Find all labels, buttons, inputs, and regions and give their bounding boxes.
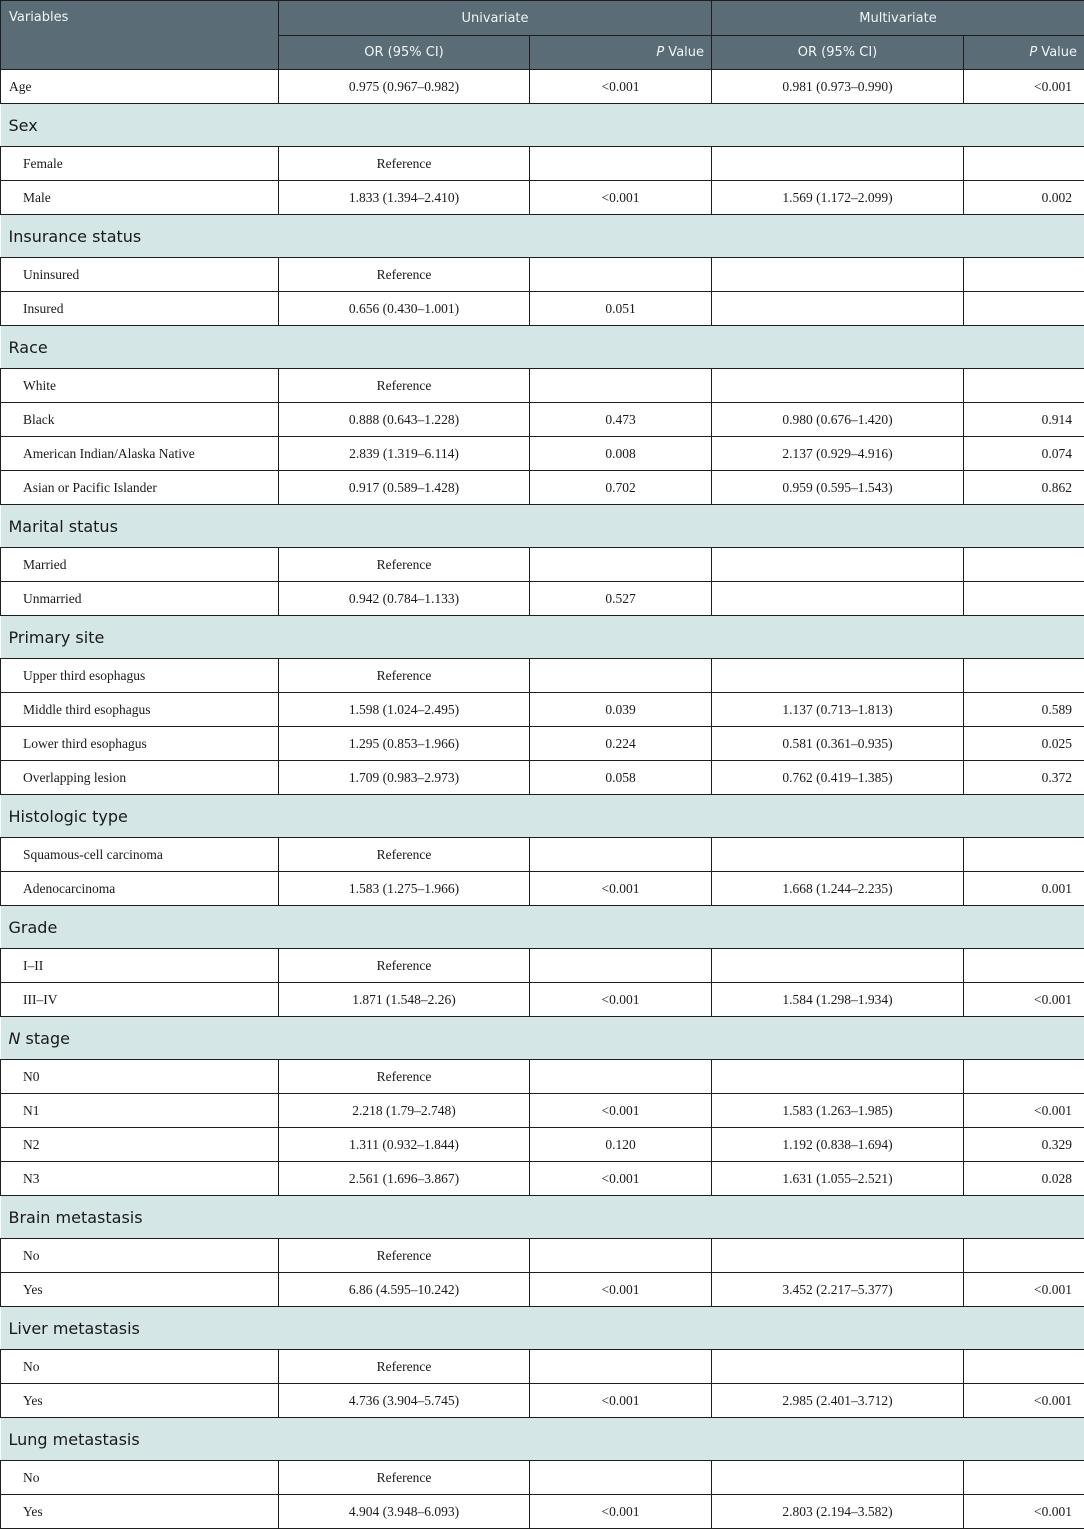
univariate-or: 1.709 (0.983–2.973) [279, 761, 530, 795]
univariate-p: 0.120 [530, 1128, 712, 1162]
multivariate-p [964, 1461, 1084, 1495]
table-row [1, 872, 1084, 906]
category-title-text: stage [20, 1029, 70, 1048]
row-label: Lower third esophagus [1, 727, 279, 761]
category-row [1, 215, 1084, 258]
row-label: Black [1, 403, 279, 437]
table-row [1, 1162, 1084, 1196]
row-label: Upper third esophagus [1, 659, 279, 693]
univariate-or: 4.736 (3.904–5.745) [279, 1384, 530, 1418]
multivariate-or [712, 147, 964, 181]
category-title-text: Marital status [9, 517, 118, 536]
multivariate-or: 3.452 (2.217–5.377) [712, 1273, 964, 1307]
multivariate-or [712, 1461, 964, 1495]
row-label: White [1, 369, 279, 403]
row-label: No [1, 1461, 279, 1495]
category-title [1, 215, 1084, 258]
univariate-p: 0.702 [530, 471, 712, 505]
row-label: Overlapping lesion [1, 761, 279, 795]
table-row [1, 1128, 1084, 1162]
univariate-or: 0.942 (0.784–1.133) [279, 582, 530, 616]
univariate-p [530, 1239, 712, 1273]
row-label: Uninsured [1, 258, 279, 292]
univariate-header: Univariate [279, 1, 712, 36]
table-row [1, 1273, 1084, 1307]
multivariate-p: 0.025 [964, 727, 1084, 761]
univariate-p: <0.001 [530, 70, 712, 104]
table-row [1, 437, 1084, 471]
category-title [1, 1196, 1084, 1239]
category-title [1, 1017, 1084, 1060]
multivariate-or: 1.584 (1.298–1.934) [712, 983, 964, 1017]
univariate-p: 0.527 [530, 582, 712, 616]
category-title-italic: N [9, 1029, 21, 1048]
univariate-p: <0.001 [530, 1162, 712, 1196]
univariate-or: 2.839 (1.319–6.114) [279, 437, 530, 471]
multivariate-or: 2.137 (0.929–4.916) [712, 437, 964, 471]
table-row [1, 181, 1084, 215]
table-row [1, 1094, 1084, 1128]
univariate-or: 1.833 (1.394–2.410) [279, 181, 530, 215]
univariate-or: 1.871 (1.548–2.26) [279, 983, 530, 1017]
table-row [1, 1384, 1084, 1418]
multivariate-p [964, 147, 1084, 181]
multivariate-or: 1.137 (0.713–1.813) [712, 693, 964, 727]
category-title-text: Liver metastasis [9, 1319, 140, 1338]
row-label: Middle third esophagus [1, 693, 279, 727]
table-row [1, 548, 1084, 582]
multivariate-p: 0.372 [964, 761, 1084, 795]
multivariate-or: 0.959 (0.595–1.543) [712, 471, 964, 505]
category-title [1, 1418, 1084, 1461]
table-body [1, 70, 1084, 1529]
univariate-or: 0.888 (0.643–1.228) [279, 403, 530, 437]
category-title [1, 906, 1084, 949]
multivariate-or [712, 258, 964, 292]
category-row [1, 1196, 1084, 1239]
category-title-text: Insurance status [9, 227, 142, 246]
table-row [1, 369, 1084, 403]
row-label: Male [1, 181, 279, 215]
univariate-or: 0.656 (0.430–1.001) [279, 292, 530, 326]
table-row [1, 1495, 1084, 1529]
p-value-suffix: Value [1037, 45, 1077, 60]
category-title [1, 104, 1084, 147]
univariate-or: Reference [279, 147, 530, 181]
univariate-or-header: OR (95% CI) [279, 36, 530, 70]
univariate-p [530, 1461, 712, 1495]
table-row [1, 403, 1084, 437]
multivariate-p: <0.001 [964, 1495, 1084, 1529]
univariate-or: Reference [279, 548, 530, 582]
multivariate-p: <0.001 [964, 1094, 1084, 1128]
row-label: N1 [1, 1094, 279, 1128]
univariate-p [530, 1350, 712, 1384]
multivariate-p: 0.914 [964, 403, 1084, 437]
multivariate-or [712, 548, 964, 582]
category-row [1, 906, 1084, 949]
p-letter: P [656, 45, 664, 60]
univariate-p: <0.001 [530, 983, 712, 1017]
univariate-p [530, 258, 712, 292]
category-row [1, 1418, 1084, 1461]
table-row [1, 471, 1084, 505]
category-title-text: Histologic type [9, 807, 128, 826]
multivariate-header: Multivariate [712, 1, 1084, 36]
table-row [1, 761, 1084, 795]
univariate-or: 0.975 (0.967–0.982) [279, 70, 530, 104]
table-row [1, 582, 1084, 616]
univariate-or: 1.295 (0.853–1.966) [279, 727, 530, 761]
p-value-suffix: Value [664, 45, 704, 60]
multivariate-or: 0.762 (0.419–1.385) [712, 761, 964, 795]
multivariate-or: 1.668 (1.244–2.235) [712, 872, 964, 906]
univariate-or: 1.311 (0.932–1.844) [279, 1128, 530, 1162]
multivariate-or: 1.631 (1.055–2.521) [712, 1162, 964, 1196]
multivariate-or: 0.581 (0.361–0.935) [712, 727, 964, 761]
univariate-p [530, 147, 712, 181]
multivariate-p: 0.002 [964, 181, 1084, 215]
category-row [1, 505, 1084, 548]
univariate-p-header [530, 36, 712, 70]
table-row [1, 1461, 1084, 1495]
multivariate-or [712, 1350, 964, 1384]
multivariate-p-header [964, 36, 1084, 70]
row-label: Adenocarcinoma [1, 872, 279, 906]
row-label: Squamous-cell carcinoma [1, 838, 279, 872]
multivariate-or: 0.980 (0.676–1.420) [712, 403, 964, 437]
multivariate-p: 0.589 [964, 693, 1084, 727]
multivariate-or: 1.583 (1.263–1.985) [712, 1094, 964, 1128]
univariate-p: 0.058 [530, 761, 712, 795]
multivariate-p: 0.074 [964, 437, 1084, 471]
multivariate-p [964, 1350, 1084, 1384]
multivariate-p [964, 949, 1084, 983]
univariate-p [530, 548, 712, 582]
multivariate-or [712, 838, 964, 872]
univariate-or: 2.218 (1.79–2.748) [279, 1094, 530, 1128]
row-label: N3 [1, 1162, 279, 1196]
row-label: Female [1, 147, 279, 181]
multivariate-p: <0.001 [964, 1384, 1084, 1418]
multivariate-or [712, 1239, 964, 1273]
multivariate-or: 1.569 (1.172–2.099) [712, 181, 964, 215]
univariate-or: Reference [279, 369, 530, 403]
row-label: Yes [1, 1273, 279, 1307]
univariate-or: 0.917 (0.589–1.428) [279, 471, 530, 505]
univariate-or: Reference [279, 1060, 530, 1094]
multivariate-p [964, 292, 1084, 326]
row-label: I–II [1, 949, 279, 983]
univariate-or: 2.561 (1.696–3.867) [279, 1162, 530, 1196]
univariate-p [530, 369, 712, 403]
univariate-p: 0.051 [530, 292, 712, 326]
univariate-p: 0.473 [530, 403, 712, 437]
category-row [1, 1017, 1084, 1060]
multivariate-p [964, 548, 1084, 582]
multivariate-p: <0.001 [964, 70, 1084, 104]
category-title-text: Grade [9, 918, 58, 937]
category-row [1, 104, 1084, 147]
univariate-p: 0.008 [530, 437, 712, 471]
multivariate-p: <0.001 [964, 983, 1084, 1017]
univariate-p [530, 949, 712, 983]
multivariate-p [964, 1060, 1084, 1094]
table-row [1, 983, 1084, 1017]
multivariate-p [964, 369, 1084, 403]
table-row [1, 659, 1084, 693]
category-title [1, 326, 1084, 369]
row-label: American Indian/Alaska Native [1, 437, 279, 471]
multivariate-p: <0.001 [964, 1273, 1084, 1307]
row-label: No [1, 1350, 279, 1384]
univariate-p: 0.039 [530, 693, 712, 727]
univariate-p: 0.224 [530, 727, 712, 761]
category-row [1, 326, 1084, 369]
category-title [1, 616, 1084, 659]
category-title-text: Sex [9, 116, 38, 135]
table-row [1, 147, 1084, 181]
univariate-p: <0.001 [530, 1273, 712, 1307]
multivariate-or [712, 1060, 964, 1094]
multivariate-or [712, 369, 964, 403]
table-row [1, 1239, 1084, 1273]
category-title-text: Brain metastasis [9, 1208, 143, 1227]
multivariate-or: 2.803 (2.194–3.582) [712, 1495, 964, 1529]
univariate-p: <0.001 [530, 181, 712, 215]
row-label: Yes [1, 1495, 279, 1529]
row-label: Age [1, 70, 279, 104]
table-row [1, 949, 1084, 983]
multivariate-or: 2.985 (2.401–3.712) [712, 1384, 964, 1418]
row-label: Yes [1, 1384, 279, 1418]
multivariate-p: 0.001 [964, 872, 1084, 906]
univariate-or: 6.86 (4.595–10.242) [279, 1273, 530, 1307]
category-title-text: Primary site [9, 628, 105, 647]
table-row [1, 70, 1084, 104]
category-title-text: Lung metastasis [9, 1430, 140, 1449]
multivariate-or [712, 582, 964, 616]
table-row [1, 838, 1084, 872]
table-row [1, 693, 1084, 727]
univariate-p [530, 1060, 712, 1094]
multivariate-p [964, 659, 1084, 693]
multivariate-p [964, 582, 1084, 616]
category-title-text: Race [9, 338, 48, 357]
variables-header: Variables [1, 1, 279, 70]
row-label: Insured [1, 292, 279, 326]
univariate-or: Reference [279, 659, 530, 693]
univariate-or: 1.583 (1.275–1.966) [279, 872, 530, 906]
univariate-or: 4.904 (3.948–6.093) [279, 1495, 530, 1529]
category-title [1, 1307, 1084, 1350]
univariate-or: 1.598 (1.024–2.495) [279, 693, 530, 727]
univariate-or: Reference [279, 949, 530, 983]
univariate-p [530, 838, 712, 872]
row-label: Unmarried [1, 582, 279, 616]
category-row [1, 616, 1084, 659]
univariate-or: Reference [279, 838, 530, 872]
univariate-p: <0.001 [530, 1495, 712, 1529]
multivariate-or [712, 292, 964, 326]
univariate-or: Reference [279, 1239, 530, 1273]
multivariate-or [712, 949, 964, 983]
multivariate-p [964, 258, 1084, 292]
univariate-or: Reference [279, 258, 530, 292]
table-row [1, 1350, 1084, 1384]
multivariate-p: 0.329 [964, 1128, 1084, 1162]
univariate-or: Reference [279, 1461, 530, 1495]
table-header [1, 1, 1084, 70]
row-label: Asian or Pacific Islander [1, 471, 279, 505]
row-label: Married [1, 548, 279, 582]
multivariate-or-header: OR (95% CI) [712, 36, 964, 70]
table-row [1, 258, 1084, 292]
category-title [1, 795, 1084, 838]
univariate-p [530, 659, 712, 693]
multivariate-p [964, 1239, 1084, 1273]
table-row [1, 727, 1084, 761]
multivariate-p [964, 838, 1084, 872]
univariate-p: <0.001 [530, 1094, 712, 1128]
category-row [1, 1307, 1084, 1350]
multivariate-or: 0.981 (0.973–0.990) [712, 70, 964, 104]
univariate-or: Reference [279, 1350, 530, 1384]
row-label: N0 [1, 1060, 279, 1094]
multivariate-p: 0.862 [964, 471, 1084, 505]
category-row [1, 795, 1084, 838]
univariate-p: <0.001 [530, 1384, 712, 1418]
category-title [1, 505, 1084, 548]
univariate-p: <0.001 [530, 872, 712, 906]
row-label: No [1, 1239, 279, 1273]
row-label: III–IV [1, 983, 279, 1017]
multivariate-or: 1.192 (0.838–1.694) [712, 1128, 964, 1162]
row-label: N2 [1, 1128, 279, 1162]
p-letter: P [1029, 45, 1037, 60]
multivariate-p: 0.028 [964, 1162, 1084, 1196]
table-row [1, 292, 1084, 326]
multivariate-or [712, 659, 964, 693]
table-row [1, 1060, 1084, 1094]
